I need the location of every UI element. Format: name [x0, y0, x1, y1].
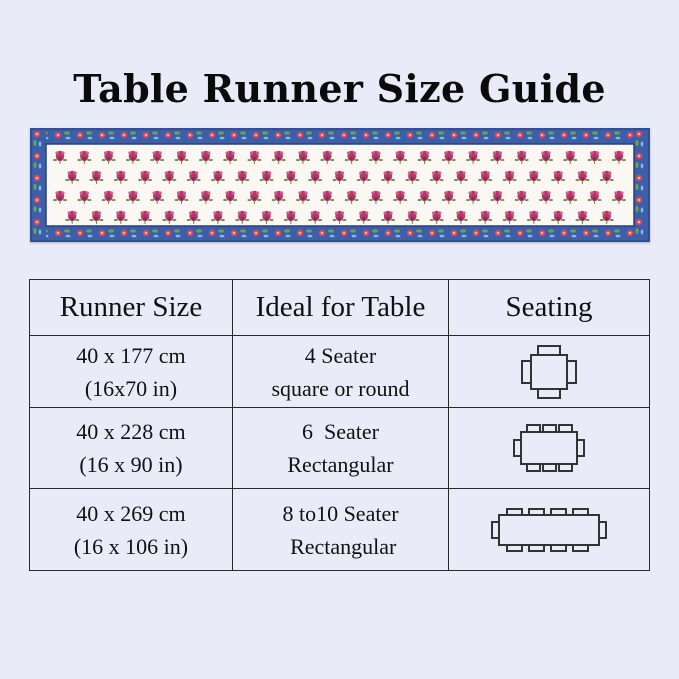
eight-seat-rectangular-table-icon — [489, 506, 609, 554]
size-cm: 40 x 177 cm — [76, 342, 186, 368]
seater-count: 8 to10 Seater — [282, 500, 399, 526]
ideal-table-cell — [233, 408, 449, 489]
header-seating: Seating — [449, 280, 650, 336]
size-in: (16x70 in) — [84, 375, 178, 401]
four-seat-square-table-icon — [513, 343, 585, 401]
runner-size-cell — [30, 489, 233, 571]
ideal-table-cell — [233, 489, 449, 571]
seating-cell — [449, 336, 650, 408]
runner-size-cell — [30, 336, 233, 408]
table-row — [30, 489, 650, 571]
six-seat-rectangular-table-icon — [511, 422, 587, 474]
size-in: (16 x 90 in) — [79, 452, 183, 477]
header-ideal-for-table: Ideal for Table — [233, 280, 449, 336]
table-shape: Rectangular — [284, 533, 397, 559]
header-runner-size: Runner Size — [30, 280, 233, 336]
ideal-table-cell — [233, 336, 449, 408]
size-in: (16 x 106 in) — [73, 533, 189, 559]
seating-cell — [449, 408, 650, 489]
page-title: Table Runner Size Guide — [73, 66, 606, 111]
size-cm: 40 x 269 cm — [76, 500, 186, 526]
table-row — [30, 408, 650, 489]
runner-size-cell — [30, 408, 233, 489]
table-shape: square or round — [271, 375, 410, 401]
size-guide-table — [29, 279, 650, 571]
runner-pattern — [30, 128, 650, 242]
seating-cell — [449, 489, 650, 571]
size-cm: 40 x 228 cm — [76, 419, 186, 444]
table-runner-image — [30, 128, 650, 242]
table-shape: Rectangular — [287, 452, 394, 477]
seater-count: 4 Seater — [304, 342, 377, 368]
table-row — [30, 336, 650, 408]
table-header-row — [30, 280, 650, 336]
seater-count: 6 Seater — [302, 419, 379, 444]
